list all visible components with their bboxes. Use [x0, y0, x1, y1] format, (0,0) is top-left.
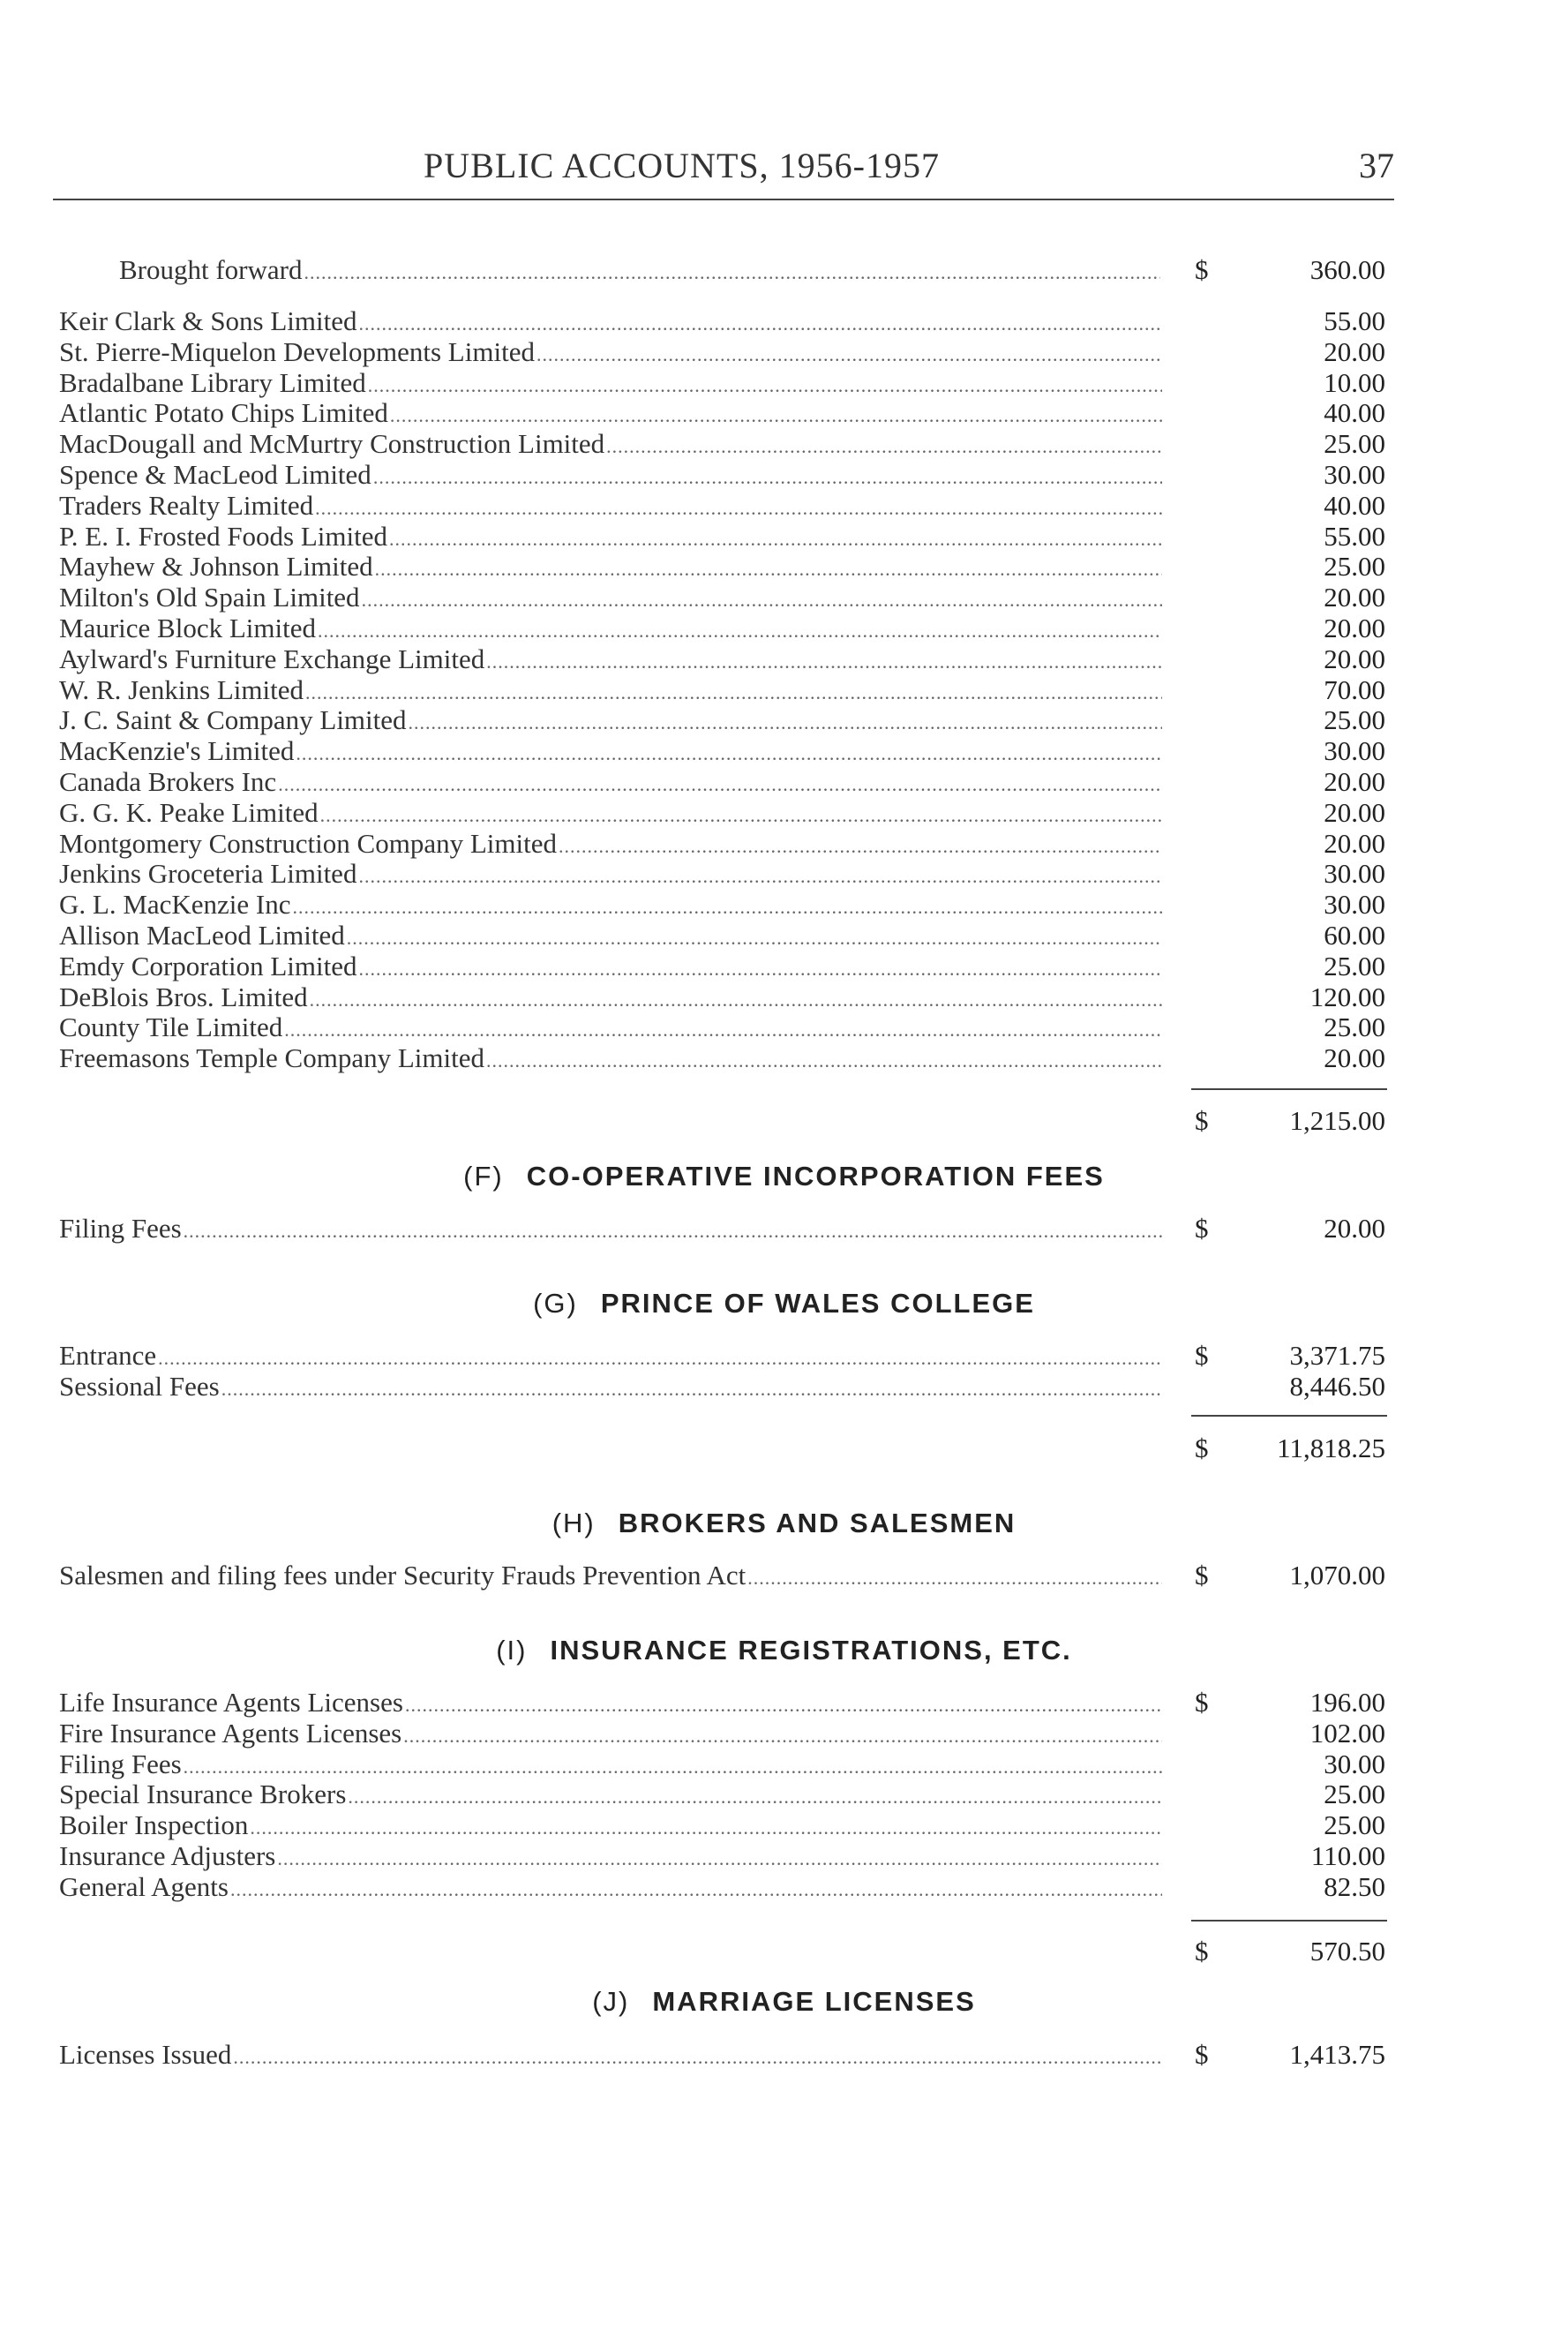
row-amount: 20.00: [1324, 335, 1385, 367]
row-amount: 20.00: [1324, 1213, 1385, 1244]
brought-forward-row: [0, 254, 1568, 284]
row-amount: 25.00: [1324, 1779, 1385, 1810]
dot-leader: [315, 497, 1162, 520]
section-title: INSURANCE REGISTRATIONS, ETC.: [550, 1635, 1072, 1666]
section-g-row: [0, 1340, 1568, 1370]
row-label: Sessional Fees: [59, 1371, 220, 1402]
dot-leader: [348, 1786, 1162, 1809]
row-label: Salesmen and filing fees under Security Frauds Prevention Act: [59, 1560, 746, 1591]
company-row: [0, 643, 1568, 673]
row-amount: 30.00: [1324, 889, 1385, 921]
dot-leader: [359, 312, 1162, 335]
company-row: [0, 766, 1568, 796]
section-letter: (G): [533, 1288, 578, 1319]
dollar-sign: $: [1195, 2039, 1209, 2070]
row-label: P. E. I. Frosted Foods Limited: [59, 520, 388, 552]
section-i-heading: [0, 1635, 1568, 1666]
dot-leader: [405, 1694, 1162, 1717]
dollar-sign: $: [1195, 1687, 1209, 1718]
row-amount: 1,413.75: [1289, 2039, 1385, 2070]
row-amount: 25.00: [1324, 1012, 1385, 1043]
company-row: [0, 951, 1568, 981]
company-row: [0, 490, 1568, 520]
row-amount: 60.00: [1324, 920, 1385, 951]
row-label: Maurice Block Limited: [59, 613, 316, 643]
company-row: [0, 920, 1568, 950]
dot-leader: [318, 620, 1162, 643]
row-amount: 25.00: [1324, 950, 1385, 981]
row-label: Insurance Adjusters: [59, 1840, 276, 1871]
row-label: Special Insurance Brokers: [59, 1779, 347, 1810]
company-row: [0, 674, 1568, 704]
dot-leader: [390, 404, 1162, 427]
row-label: Emdy Corporation Limited: [59, 950, 357, 981]
row-amount: 40.00: [1324, 397, 1385, 429]
row-label: St. Pierre-Miquelon Developments Limited: [59, 335, 535, 367]
row-label: County Tile Limited: [59, 1012, 283, 1043]
row-amount: 55.00: [1324, 520, 1385, 552]
dot-leader: [184, 1220, 1162, 1243]
section-letter: (I): [496, 1635, 528, 1666]
row-label: Freemasons Temple Company Limited: [59, 1042, 484, 1074]
company-row: [0, 704, 1568, 734]
row-label: Licenses Issued: [59, 2039, 232, 2070]
dollar-sign: $: [1195, 254, 1209, 285]
company-row: [0, 367, 1568, 397]
dot-leader: [409, 711, 1162, 734]
section-i-row: [0, 1687, 1568, 1717]
page-title: PUBLIC ACCOUNTS, 1956-1957: [424, 146, 940, 185]
row-amount: 10.00: [1324, 366, 1385, 398]
section-letter: (F): [463, 1161, 504, 1192]
total-rule: [1191, 1920, 1387, 1922]
row-amount: 3,371.75: [1289, 1340, 1385, 1371]
section-i-total-row: [0, 1936, 1568, 1966]
row-label: General Agents: [59, 1870, 229, 1902]
dot-leader: [230, 1878, 1162, 1901]
section-f-row: [0, 1213, 1568, 1243]
row-label: G. L. MacKenzie Inc: [59, 889, 291, 921]
row-amount: 70.00: [1324, 673, 1385, 705]
section-g-row: [0, 1371, 1568, 1401]
row-amount: 30.00: [1324, 459, 1385, 490]
total-amount: 1,215.00: [1289, 1105, 1385, 1136]
company-row: [0, 521, 1568, 551]
dot-leader: [233, 2046, 1162, 2069]
company-row: [0, 397, 1568, 427]
company-row: [0, 981, 1568, 1012]
row-amount: 20.00: [1324, 827, 1385, 859]
row-label: J. C. Saint & Company Limited: [59, 704, 407, 736]
row-label: Montgomery Construction Company Limited: [59, 827, 557, 859]
row-amount: 20.00: [1324, 582, 1385, 613]
row-label: Spence & MacLeod Limited: [59, 459, 371, 490]
total-amount: 11,818.25: [1277, 1433, 1385, 1463]
page-number: 37: [1359, 146, 1394, 185]
company-row: [0, 735, 1568, 765]
dot-leader: [158, 1347, 1162, 1370]
dot-leader: [277, 1847, 1162, 1870]
row-amount: 25.00: [1324, 704, 1385, 736]
row-amount: 20.00: [1324, 1042, 1385, 1074]
total-rule: [1191, 1088, 1387, 1090]
section-i-row: [0, 1840, 1568, 1870]
row-label: Mayhew & Johnson Limited: [59, 551, 373, 583]
row-label: Aylward's Furniture Exchange Limited: [59, 643, 485, 674]
dollar-sign: $: [1195, 1936, 1209, 1967]
company-row: [0, 582, 1568, 612]
section-letter: (H): [551, 1508, 596, 1538]
row-label: Life Insurance Agents Licenses: [59, 1687, 403, 1718]
row-amount: 102.00: [1309, 1717, 1385, 1749]
row-amount: 25.00: [1324, 1809, 1385, 1841]
section-j-row: [0, 2039, 1568, 2069]
row-amount: 30.00: [1324, 858, 1385, 890]
section-f-heading: [0, 1161, 1568, 1192]
section-i-row: [0, 1779, 1568, 1809]
dot-leader: [389, 528, 1162, 551]
row-amount: 1,070.00: [1289, 1560, 1385, 1591]
row-label: DeBlois Bros. Limited: [59, 981, 308, 1012]
row-amount: 20.00: [1324, 796, 1385, 828]
section-g-heading: [0, 1288, 1568, 1320]
company-row: [0, 613, 1568, 643]
row-amount: 8,446.50: [1289, 1371, 1385, 1402]
row-label: G. G. K. Peake Limited: [59, 796, 319, 828]
row-label: MacDougall and McMurtry Construction Limited: [59, 428, 605, 460]
section-letter: (J): [592, 1986, 630, 2017]
dot-leader: [559, 835, 1162, 858]
row-label: W. R. Jenkins Limited: [59, 673, 304, 705]
row-amount: 110.00: [1310, 1840, 1385, 1871]
dot-leader: [375, 558, 1162, 581]
dot-leader: [284, 1019, 1162, 1042]
dot-leader: [184, 1756, 1162, 1779]
dot-leader: [221, 1378, 1162, 1401]
row-label: Milton's Old Spain Limited: [59, 582, 360, 613]
dot-leader: [293, 896, 1162, 919]
row-amount: 25.00: [1324, 428, 1385, 460]
dot-leader: [373, 466, 1162, 489]
section-title: CO-OPERATIVE INCORPORATION FEES: [526, 1161, 1105, 1192]
row-amount: 20.00: [1324, 643, 1385, 674]
dot-leader: [486, 651, 1162, 673]
dot-leader: [486, 1049, 1162, 1072]
row-label: Entrance: [59, 1340, 157, 1371]
row-label: Filing Fees: [59, 1213, 182, 1244]
dot-leader: [536, 343, 1162, 366]
dollar-sign: $: [1195, 1340, 1209, 1371]
section-h-row: [0, 1560, 1568, 1590]
dollar-sign: $: [1195, 1213, 1209, 1244]
section-i-row: [0, 1871, 1568, 1901]
row-amount: 40.00: [1324, 489, 1385, 521]
row-amount: 25.00: [1324, 551, 1385, 583]
dollar-sign: $: [1195, 1105, 1209, 1136]
company-row: [0, 459, 1568, 489]
dot-leader: [358, 865, 1162, 888]
dot-leader: [278, 773, 1162, 796]
dot-leader: [347, 927, 1162, 950]
total-rule: [1191, 1415, 1387, 1417]
company-row: [0, 1042, 1568, 1072]
dot-leader: [320, 804, 1162, 827]
page-header: [53, 132, 1394, 200]
row-amount: 20.00: [1324, 766, 1385, 797]
dot-leader: [305, 681, 1162, 704]
row-label: Fire Insurance Agents Licenses: [59, 1717, 402, 1749]
section-i-row: [0, 1718, 1568, 1748]
dot-leader: [747, 1567, 1162, 1590]
row-amount: 20.00: [1324, 613, 1385, 643]
company-row: [0, 305, 1568, 335]
row-label: Traders Realty Limited: [59, 489, 314, 521]
row-label: Atlantic Potato Chips Limited: [59, 397, 388, 429]
row-label: Canada Brokers Inc: [59, 766, 277, 797]
company-row: [0, 1012, 1568, 1042]
row-label: Allison MacLeod Limited: [59, 920, 345, 951]
company-row: [0, 551, 1568, 581]
row-amount: 55.00: [1324, 305, 1385, 336]
row-amount: 120.00: [1309, 981, 1385, 1012]
row-amount: 196.00: [1309, 1687, 1385, 1718]
row-label: Boiler Inspection: [59, 1809, 249, 1841]
row-amount: 30.00: [1324, 735, 1385, 767]
row-label: MacKenzie's Limited: [59, 735, 295, 767]
section-h-heading: [0, 1508, 1568, 1539]
row-amount: 82.50: [1324, 1870, 1385, 1902]
row-label: Bradalbane Library Limited: [59, 366, 366, 398]
dot-leader: [362, 589, 1162, 612]
dot-leader: [368, 374, 1162, 397]
company-row: [0, 336, 1568, 366]
dollar-sign: $: [1195, 1433, 1209, 1463]
section-title: MARRIAGE LICENSES: [652, 1986, 976, 2017]
section-i-row: [0, 1749, 1568, 1779]
section-i-row: [0, 1809, 1568, 1839]
dot-leader: [310, 989, 1162, 1012]
company-row: [0, 797, 1568, 827]
company-row: [0, 428, 1568, 458]
companies-total-row: [0, 1105, 1568, 1135]
company-row: [0, 828, 1568, 858]
dot-leader: [403, 1725, 1162, 1748]
dot-leader: [606, 435, 1162, 458]
section-j-heading: [0, 1986, 1568, 2018]
dollar-sign: $: [1195, 1560, 1209, 1591]
row-label: Filing Fees: [59, 1748, 182, 1779]
dot-leader: [304, 261, 1160, 284]
dot-leader: [359, 958, 1162, 981]
total-amount: 570.50: [1309, 1936, 1385, 1967]
row-label: Keir Clark & Sons Limited: [59, 305, 357, 336]
row-label: Brought forward: [119, 254, 303, 285]
company-row: [0, 889, 1568, 919]
dot-leader: [296, 742, 1162, 765]
row-amount: 30.00: [1324, 1748, 1385, 1779]
row-amount: 360.00: [1309, 254, 1385, 285]
section-title: BROKERS AND SALESMEN: [618, 1508, 1017, 1538]
dot-leader: [250, 1816, 1162, 1839]
section-title: PRINCE OF WALES COLLEGE: [600, 1288, 1035, 1319]
section-g-total-row: [0, 1433, 1568, 1463]
company-row: [0, 858, 1568, 888]
row-label: Jenkins Groceteria Limited: [59, 858, 357, 890]
